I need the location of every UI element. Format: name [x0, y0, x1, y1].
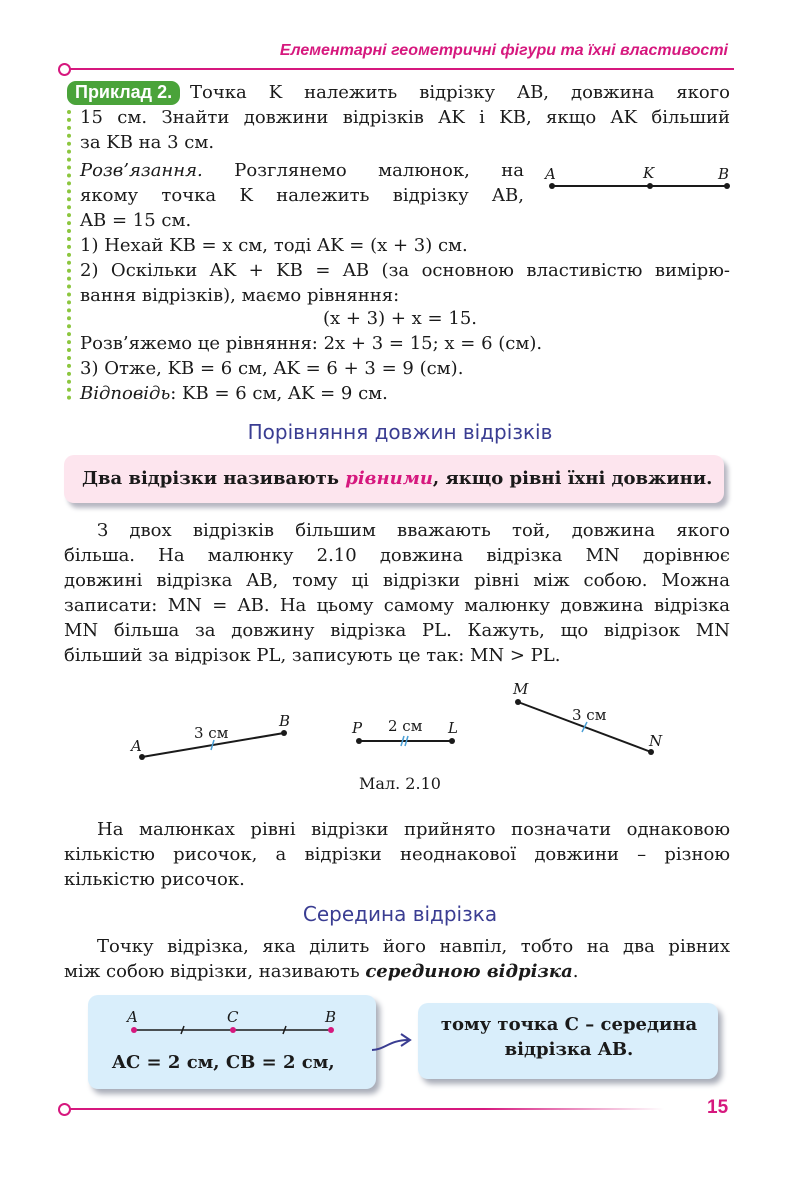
- length-pl: 2 см: [388, 717, 423, 735]
- solution-solve: Розв’яжемо це рівняння: 2x + 3 = 15; x = 6 (см).: [80, 333, 543, 354]
- solution-label: Розв’язання.: [80, 160, 203, 181]
- paragraph-line: довжині відрізка AB, тому ці відрізки рівні між собою. Можна: [64, 570, 730, 591]
- point-p: [356, 738, 362, 744]
- label-a: A: [545, 165, 556, 183]
- point-b-box: [328, 1027, 334, 1033]
- label-a-box: A: [127, 1008, 138, 1026]
- section-heading-comparison: Порівняння довжин відрізків: [247, 420, 553, 444]
- definition-post: , якщо рівні їхні довжини.: [432, 468, 713, 489]
- paragraph-line: MN більша за довжину відрізка PL. Кажуть, що відрізок MN: [64, 620, 730, 641]
- label-b: B: [718, 165, 730, 183]
- point-c-box: [230, 1027, 236, 1033]
- page-number: 15: [707, 1097, 729, 1118]
- solution-step-3: 3) Отже, KB = 6 см, AK = 6 + 3 = 9 (см).: [80, 358, 464, 379]
- point-b: [724, 183, 730, 189]
- paragraph2-line: кількістю рисочок.: [64, 869, 245, 890]
- solution-step-1: 1) Нехай KB = x см, тоді AK = (x + 3) см.: [80, 235, 468, 256]
- label-a-fig: A: [131, 737, 142, 755]
- length-mn: 3 см: [572, 706, 607, 724]
- example-badge: Приклад 2.: [67, 81, 180, 105]
- solution-line-3: AB = 15 см.: [80, 210, 192, 231]
- midpoint-term: серединою відрізка: [365, 961, 573, 982]
- point-a: [549, 183, 555, 189]
- answer-label: Відповідь: [80, 383, 171, 404]
- midpoint-line-2-pre: між собою відрізки, називають: [64, 961, 366, 982]
- solution-equation: (x + 3) + x = 15.: [322, 308, 477, 329]
- definition-term: рівними: [345, 468, 433, 489]
- point-m: [515, 699, 521, 705]
- running-header: Елементарні геометричні фігури та їхні властивості: [279, 42, 728, 59]
- paragraph2-line: кількістю рисочок, а відрізки неоднакової довжини – різною: [64, 844, 730, 865]
- example-line-1: Точка K належить відрізку AB, довжина якого: [190, 82, 730, 103]
- label-m: M: [513, 680, 529, 698]
- paragraph-line: більша. На малюнку 2.10 довжина відрізка MN дорівнює: [64, 545, 730, 566]
- point-b-fig: [281, 730, 287, 736]
- midpoint-line-2-post: .: [572, 961, 579, 982]
- example-line-3: за KB на 3 см.: [80, 132, 215, 153]
- footer-rule: [64, 1108, 664, 1110]
- label-k: K: [643, 164, 655, 182]
- section-heading-midpoint: Середина відрізка: [302, 902, 498, 926]
- label-l: L: [448, 719, 458, 737]
- length-ab: 3 см: [194, 724, 229, 742]
- example-line-2: 15 см. Знайти довжини відрізків AK і KB, якщо AK більший: [80, 107, 730, 128]
- definition-pre: Два відрізки називають: [82, 468, 346, 489]
- paragraph-line: записати: MN = AB. На цьому самому малюнку довжина відрізка: [64, 595, 730, 616]
- conclusion-line-2: відрізка AB.: [504, 1039, 634, 1060]
- paragraph-line: більший за відрізок PL, записують це так: MN > PL.: [64, 645, 561, 666]
- figure-caption: Мал. 2.10: [359, 774, 441, 793]
- label-n: N: [649, 732, 663, 750]
- point-a-box: [131, 1027, 137, 1033]
- footer-rule-dot: [58, 1103, 71, 1116]
- midpoint-line-1: Точку відрізка, яка ділить його навпіл, тобто на два рівних: [97, 936, 730, 957]
- solution-text-1: Розглянемо малюнок, на: [202, 160, 524, 181]
- label-b-box: B: [325, 1008, 337, 1026]
- solution-step-2b: вання відрізків), маємо рівняння:: [80, 285, 400, 306]
- answer-text: : KB = 6 см, AK = 9 см.: [170, 383, 388, 404]
- label-p: P: [352, 719, 363, 737]
- label-b-fig: B: [279, 712, 291, 730]
- conclusion-line-1: тому точка C – середина: [440, 1014, 698, 1035]
- point-k: [647, 183, 653, 189]
- paragraph-line: З двох відрізків більшим вважають той, довжина якого: [97, 520, 730, 541]
- midpoint-lengths: AC = 2 см, CB = 2 см,: [112, 1052, 335, 1073]
- point-l: [449, 738, 455, 744]
- solution-step-2a: 2) Оскільки AK + KB = AB (за основною властивістю вимірю-: [80, 260, 730, 281]
- solution-line-2: якому точка K належить відрізку AB,: [80, 185, 524, 206]
- paragraph2-line: На малюнках рівні відрізки прийнято позначати однаковою: [97, 819, 730, 840]
- label-c-box: C: [227, 1008, 239, 1026]
